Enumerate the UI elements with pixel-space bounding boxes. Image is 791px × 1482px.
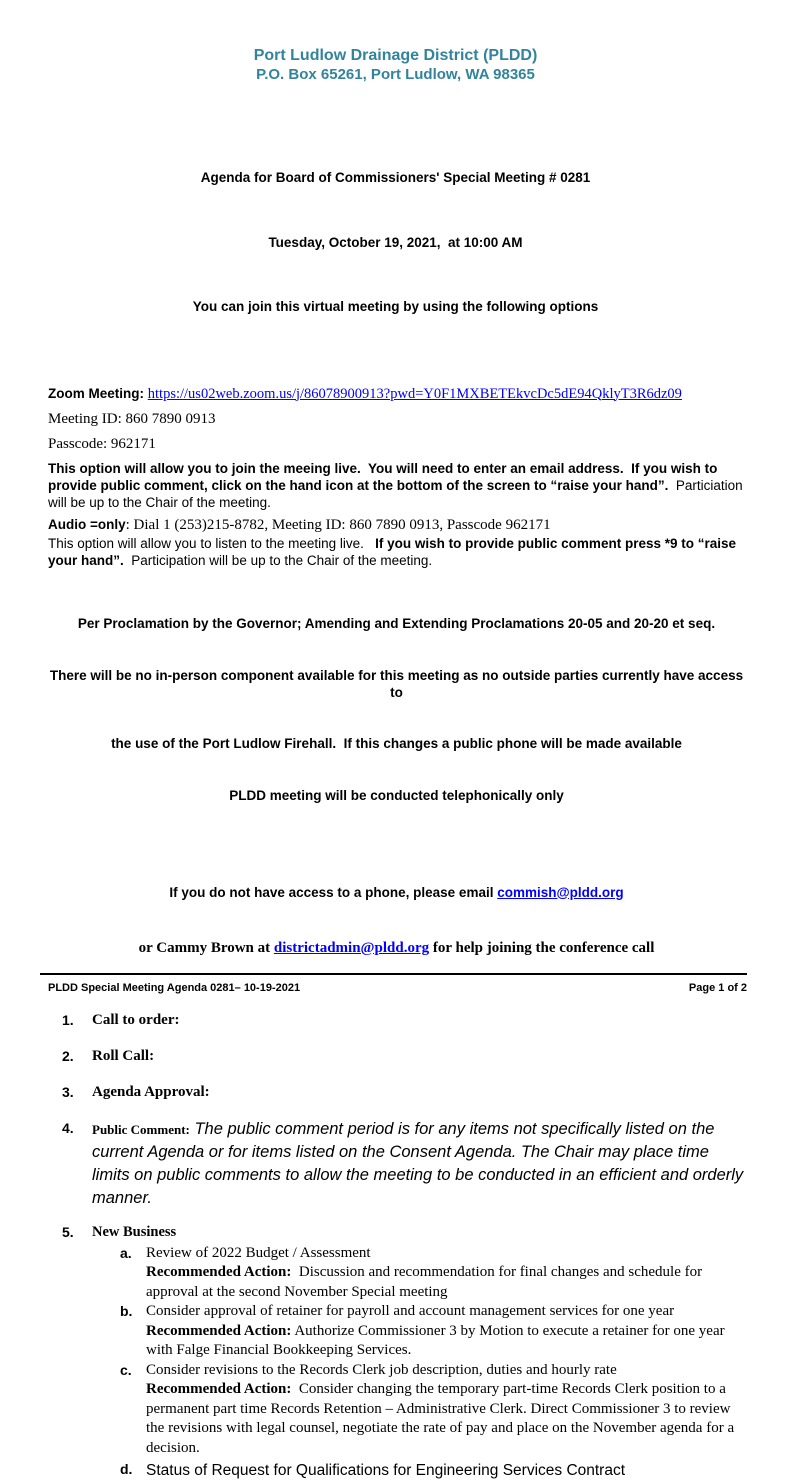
sub-item-letter: c. <box>120 1361 146 1381</box>
sub-item-title: Consider approval of retainer for payroll and account management services for one year <box>146 1302 745 1322</box>
audio-option-note: This option will allow you to listen to the meeting live. If you wish to provide public comment press *9 to “raise your hand”. Participation will be up to the Chair of the meeting. <box>48 535 745 569</box>
public-comment-content <box>92 1118 745 1210</box>
audio-only-label: Audio =only <box>48 517 126 532</box>
contact-line-1: If you do not have access to a phone, please email commish@pldd.org <box>48 884 745 902</box>
sub-item-letter: b. <box>120 1302 146 1322</box>
proclamation-line-3: the use of the Port Ludlow Firehall. If this changes a public phone will be made available <box>48 735 745 752</box>
item-text: Roll Call: <box>92 1046 154 1066</box>
new-business-label: New Business <box>92 1222 176 1242</box>
item-text: Agenda Approval: <box>92 1082 210 1102</box>
contact-help-block <box>48 848 745 994</box>
sub-item-records-clerk <box>120 1361 745 1459</box>
meeting-title-block <box>0 124 791 361</box>
public-comment-text: The public comment period is for any items not specifically listed on the current Agenda or for items listed on the Consent Agenda. The Chair may place time limits on public comments to allow the meeting to be conducted in an efficient and orderly manner. <box>92 1120 743 1207</box>
recommended-action: Recommended Action: Consider changing the temporary part-time Records Clerk position to a permanent part time Records Retention – Administrative Clerk. Direct Commissioner 3 to review the revisions with legal counsel, negotiate the rate of pay and place on the November agenda for a decision. <box>146 1380 745 1458</box>
item-number: 5. <box>62 1222 92 1242</box>
agenda-item-roll-call <box>48 1046 745 1066</box>
public-comment-label: Public Comment: <box>92 1122 190 1137</box>
page-footer <box>40 973 747 994</box>
agenda-item-call-to-order <box>48 1010 745 1030</box>
agenda-item-new-business <box>48 1222 745 1242</box>
commish-email-link[interactable]: commish@pldd.org <box>497 885 623 900</box>
recommended-action: Recommended Action: Authorize Commissioner 3 by Motion to execute a retainer for one year with Falge Financial Bookkeeping Services. <box>146 1322 745 1361</box>
org-address: P.O. Box 65261, Port Ludlow, WA 98365 <box>0 65 791 84</box>
org-name: Port Ludlow Drainage District (PLDD) <box>0 46 791 65</box>
footer-document-id: PLDD Special Meeting Agenda 0281– 10-19-2021 <box>40 982 300 994</box>
proclamation-notice <box>48 581 745 839</box>
zoom-option-note: This option will allow you to join the meeing live. You will need to enter an email address. If you wish to provide public comment, click on the hand icon at the bottom of the screen to “raise your hand”. Particiation will be up to the Chair of the meeting. <box>48 460 745 512</box>
audio-only-line <box>48 517 745 534</box>
item-number: 3. <box>62 1082 92 1102</box>
sub-item-letter: d. <box>120 1458 146 1480</box>
sub-item-budget-assessment <box>120 1244 745 1303</box>
footer-page-number: Page 1 of 2 <box>689 982 747 994</box>
districtadmin-email-link[interactable]: districtadmin@pldd.org <box>274 940 429 956</box>
meeting-datetime: Tuesday, October 19, 2021, at 10:00 AM <box>0 232 791 254</box>
audio-dial-details: : Dial 1 (253)215-8782, Meeting ID: 860 7890 0913, Passcode 962171 <box>126 517 551 533</box>
new-business-sublist <box>120 1244 745 1482</box>
item-number: 1. <box>62 1010 92 1030</box>
agenda-item-public-comment <box>48 1118 745 1210</box>
join-options-intro: You can join this virtual meeting by using the following options <box>0 296 791 318</box>
letterhead <box>0 0 791 84</box>
sub-item-engineering-rfq <box>120 1458 745 1482</box>
item-number: 4. <box>62 1118 92 1138</box>
sub-item-title: Consider revisions to the Records Clerk job description, duties and hourly rate <box>146 1361 745 1381</box>
proclamation-line-2: There will be no in-person component available for this meeting as no outside parties currently have access to <box>48 667 745 701</box>
agenda-list <box>48 1010 745 1482</box>
sub-item-payroll-retainer <box>120 1302 745 1361</box>
sub-item-title: Status of Request for Qualifications for Engineering Services Contract <box>146 1460 745 1482</box>
passcode: Passcode: 962171 <box>48 435 745 453</box>
zoom-meeting-line <box>48 386 745 403</box>
recommended-action: Recommended Action: Discussion and recommendation for final changes and schedule for approval at the second November Special meeting <box>146 1263 745 1302</box>
item-number: 2. <box>62 1046 92 1066</box>
document-body <box>0 386 791 1482</box>
proclamation-line-1: Per Proclamation by the Governor; Amending and Extending Proclamations 20-05 and 20-20 et seq. <box>48 615 745 632</box>
agenda-item-agenda-approval <box>48 1082 745 1102</box>
sub-item-title: Review of 2022 Budget / Assessment <box>146 1244 745 1264</box>
zoom-meeting-link[interactable]: https://us02web.zoom.us/j/86078900913?pwd=Y0F1MXBETEkvcDc5dE94QklyT3R6dz09 <box>148 386 682 402</box>
sub-item-letter: a. <box>120 1244 146 1264</box>
proclamation-line-4: PLDD meeting will be conducted telephonically only <box>48 787 745 804</box>
item-text: Call to order: <box>92 1010 179 1030</box>
zoom-meeting-label: Zoom Meeting: <box>48 386 144 401</box>
contact-line-2: or Cammy Brown at districtadmin@pldd.org for help joining the conference call <box>48 938 745 958</box>
agenda-title: Agenda for Board of Commissioners' Special Meeting # 0281 <box>0 167 791 189</box>
meeting-id: Meeting ID: 860 7890 0913 <box>48 410 745 428</box>
